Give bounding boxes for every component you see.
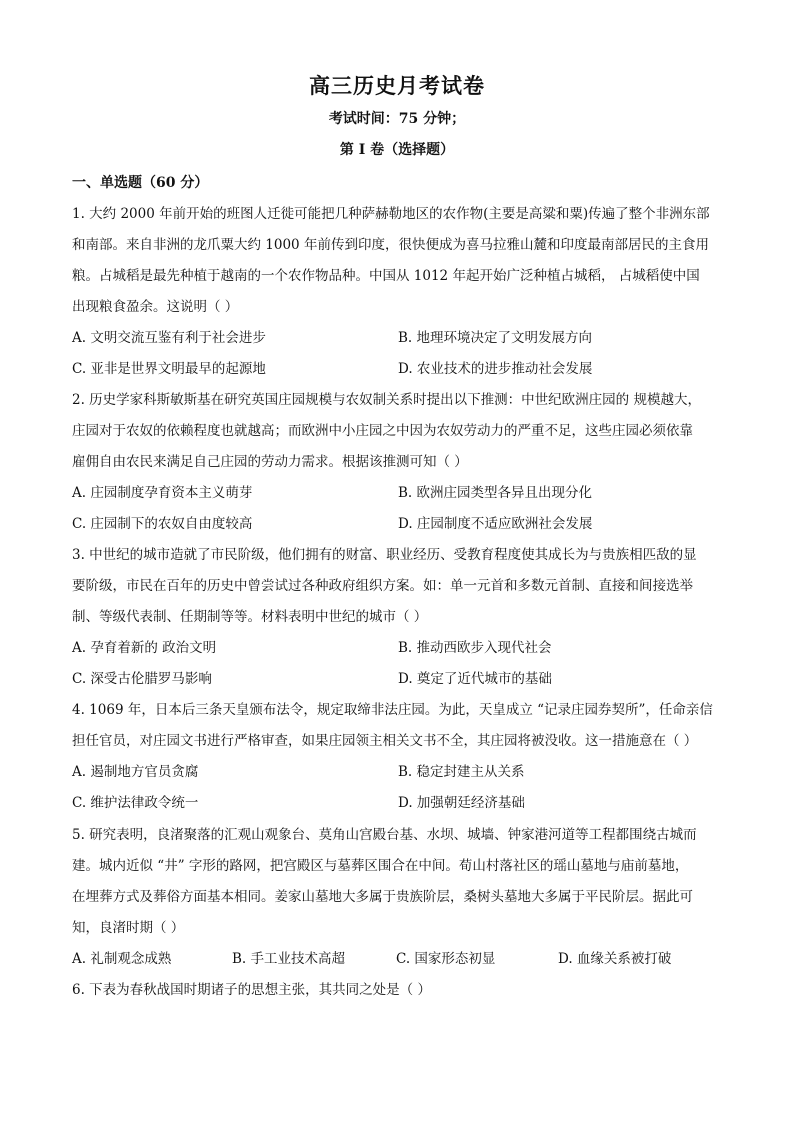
option-c[interactable]: C. 深受古伦腊罗马影响: [72, 671, 212, 687]
question-text-line: 2. 历史学家科斯敏斯基在研究英国庄园规模与农奴制关系时提出以下推测：中世纪欧洲庄园的 规模越大，: [72, 392, 701, 408]
question-text-line: 担任官员，对庄园文书进行严格审查，如果庄园领主相关文书不全，其庄园将被没收。这一措施意在（ ）: [72, 733, 698, 749]
question-text-line: 庄园对于农奴的依赖程度也就越高；而欧洲中小庄园之中因为农奴劳动力的严重不足，这些庄园必须依靠: [72, 423, 693, 439]
volume-heading: 第 I 卷（选择题）: [339, 142, 455, 158]
question-1: [72, 199, 724, 323]
option-b[interactable]: B. 欧洲庄园类型各异且出现分化: [398, 485, 593, 501]
option-d[interactable]: D. 庄园制度不适应欧洲社会发展: [398, 516, 593, 532]
question-text-line: 制、等级代表制、任期制等等。材料表明中世纪的城市（ ）: [72, 609, 428, 625]
question-text-line: 出现粮食盈余。这说明（ ）: [72, 299, 239, 315]
exam-time: 考试时间：75 分钟；: [328, 111, 466, 127]
section-heading: 一、单选题（60 分）: [72, 175, 209, 191]
question-text-line: 知，良渚时期（ ）: [72, 920, 185, 936]
question-text-line: 4. 1069 年，日本后三条天皇颁布法令，规定取缔非法庄园。为此，天皇成立 “记录庄园券契所”，任命亲信: [72, 702, 713, 718]
option-c[interactable]: C. 亚非是世界文明最早的起源地: [72, 361, 266, 377]
question-text-line: 1. 大约 2000 年前开始的班图人迁徙可能把几种萨赫勒地区的农作物(主要是高粱和粟)传遍了整个非洲东部: [72, 206, 710, 222]
option-d[interactable]: D. 血缘关系被打破: [558, 951, 672, 967]
option-a[interactable]: A. 遏制地方官员贪腐: [72, 764, 199, 780]
question-text-line: 雇佣自由农民来满足自己庄园的劳动力需求。根据该推测可知（ ）: [72, 454, 468, 470]
question-4: [72, 695, 724, 757]
question-text-line: 建。城内近似 “井” 字形的路网，把宫殿区与墓葬区围合在中间。荀山村落社区的瑶山墓地与庙前墓地，: [72, 858, 689, 874]
question-4-options: [72, 757, 724, 819]
option-b[interactable]: B. 手工业技术高超: [232, 951, 346, 967]
exam-title: 高三历史月考试卷: [309, 73, 485, 98]
question-text-line: 6. 下表为春秋战国时期诸子的思想主张，其共同之处是（ ）: [72, 982, 431, 998]
question-3: [72, 540, 724, 633]
option-b[interactable]: B. 地理环境决定了文明发展方向: [398, 330, 593, 346]
question-text-line: 要阶级，市民在百年的历史中曾尝试过各种政府组织方案。如：单一元首和多数元首制、直接和间接选举: [72, 578, 693, 594]
option-b[interactable]: B. 推动西欧步入现代社会: [398, 640, 552, 656]
option-c[interactable]: C. 庄园制下的农奴自由度较高: [72, 516, 253, 532]
option-c[interactable]: C. 维护法律政令统一: [72, 795, 199, 811]
option-a[interactable]: A. 庄园制度孕育资本主义萌芽: [72, 485, 253, 501]
question-6: [72, 975, 724, 1006]
option-b[interactable]: B. 稳定封建主从关系: [398, 764, 525, 780]
option-c[interactable]: C. 国家形态初显: [396, 951, 496, 967]
question-2: [72, 385, 724, 478]
option-d[interactable]: D. 农业技术的进步推动社会发展: [398, 361, 593, 377]
question-text-line: 在埋葬方式及葬俗方面基本相同。姜家山墓地大多属于贵族阶层，桑树头墓地大多属于平民阶层。据此可: [72, 889, 693, 905]
option-a[interactable]: A. 文明交流互鉴有利于社会进步: [72, 330, 266, 346]
question-5-options: [72, 944, 724, 975]
option-d[interactable]: D. 奠定了近代城市的基础: [398, 671, 552, 687]
question-3-options: [72, 633, 724, 695]
question-text-line: 5. 研究表明，良渚聚落的汇观山观象台、莫角山宫殿台基、水坝、城墙、钟家港河道等工程都围绕古城而: [72, 827, 697, 843]
question-text-line: 3. 中世纪的城市造就了市民阶级，他们拥有的财富、职业经历、受教育程度使其成长为与贵族相匹敌的显: [72, 547, 697, 563]
question-text-line: 粮。占城稻是最先种植于越南的一个农作物品种。中国从 1012 年起开始广泛种植占城稻， 占城稻使中国: [72, 268, 700, 284]
question-2-options: [72, 478, 724, 540]
question-5: [72, 820, 724, 944]
option-d[interactable]: D. 加强朝廷经济基础: [398, 795, 525, 811]
option-a[interactable]: A. 孕育着新的 政治文明: [72, 640, 217, 656]
question-text-line: 和南部。来自非洲的龙爪粟大约 1000 年前传到印度，很快便成为喜马拉雅山麓和印度最南部居民的主食用: [72, 237, 709, 253]
option-a[interactable]: A. 礼制观念成熟: [72, 951, 172, 967]
question-1-options: [72, 323, 724, 385]
